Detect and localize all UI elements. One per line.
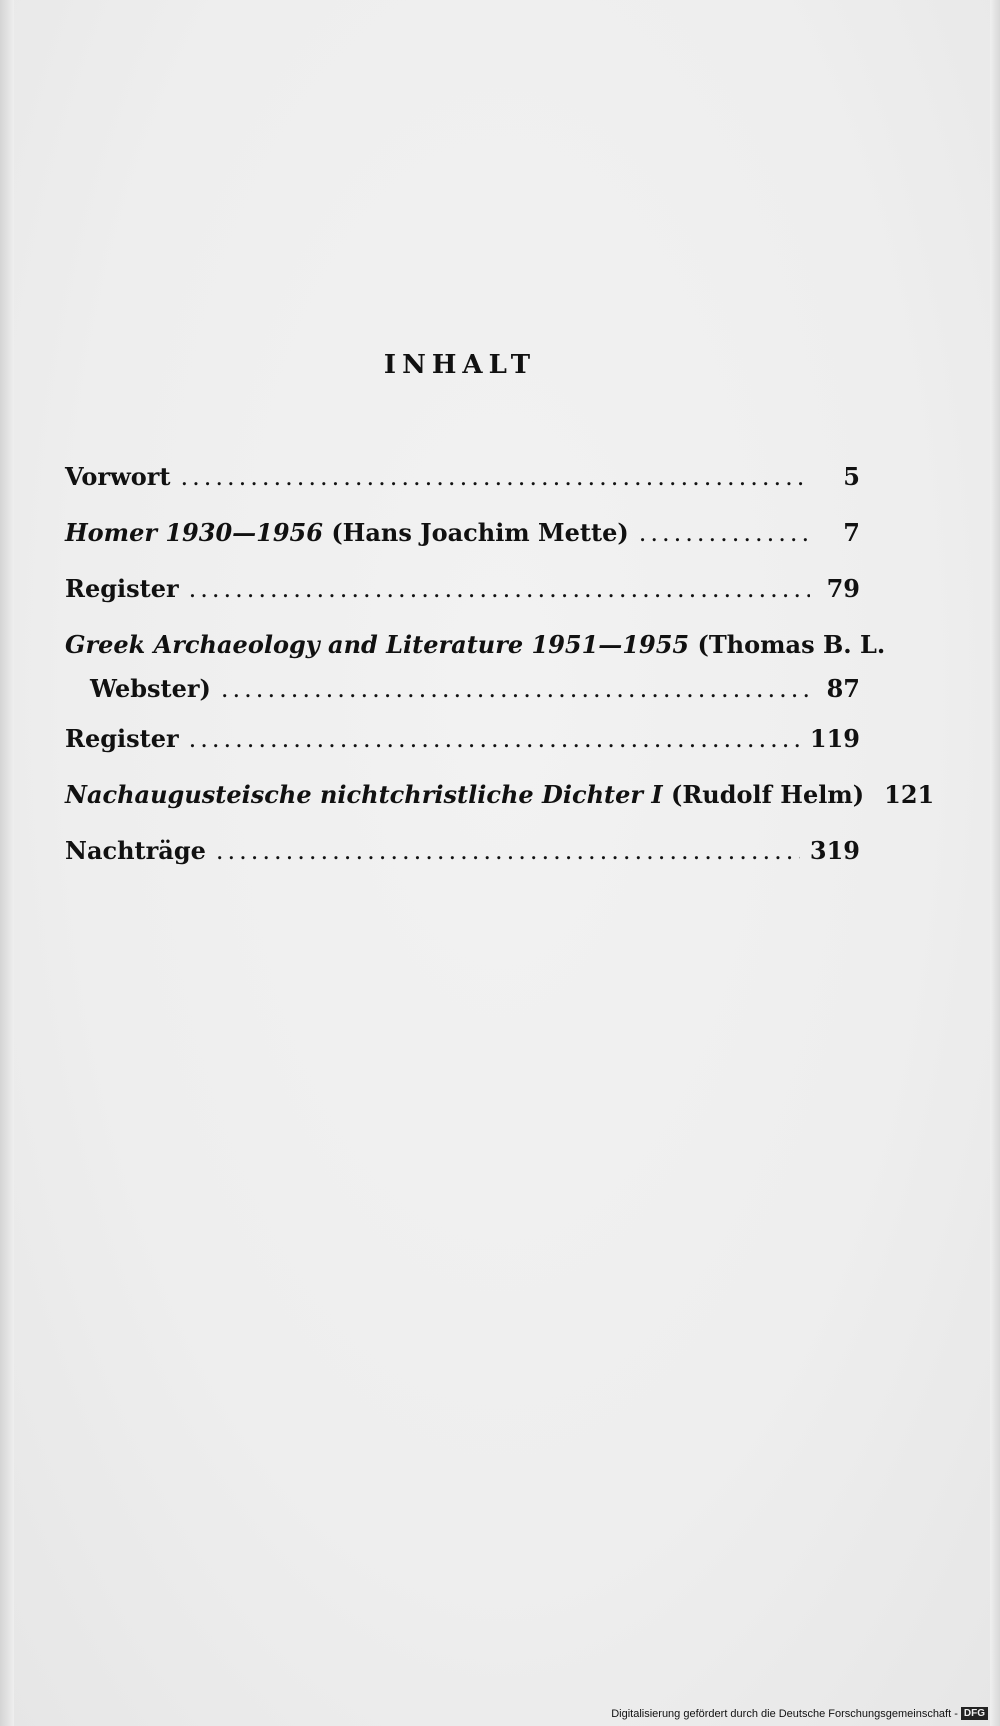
toc-page-number: 7: [843, 518, 860, 547]
toc-label: Register: [65, 574, 179, 603]
toc-entry-vorwort: [65, 462, 860, 518]
toc-author: (Hans Joachim Mette): [331, 518, 629, 547]
leader-dots: [189, 575, 810, 603]
leader-dots: [180, 463, 810, 491]
page-edge-left: [0, 0, 14, 1726]
leader-dots: [216, 837, 800, 865]
toc-page-number: 119: [809, 724, 860, 753]
toc-label: Nachträge: [65, 836, 206, 865]
toc-title: Nachaugusteische nichtchristliche Dichter I: [65, 780, 663, 809]
toc-label: Vorwort: [65, 462, 171, 491]
toc-label: [65, 630, 886, 670]
page-edge-right: [990, 0, 1000, 1726]
table-of-contents: [65, 462, 935, 892]
leader-dots: [221, 675, 810, 703]
toc-label: [65, 518, 629, 547]
dfg-logo: DFG: [961, 1707, 988, 1720]
leader-dots: [189, 725, 800, 753]
toc-page-number: 5: [843, 462, 860, 491]
toc-entry-register-1: [65, 574, 860, 630]
toc-page-number: 319: [809, 836, 860, 865]
toc-author: (Rudolf Helm): [670, 780, 865, 809]
footer-text: Digitalisierung gefördert durch die Deutsche Forschungsgemeinschaft -: [611, 1707, 958, 1720]
toc-title: Homer 1930—1956: [65, 518, 323, 547]
digitization-footer: [611, 1707, 988, 1720]
toc-entry-register-2: [65, 724, 860, 780]
toc-label: Register: [65, 724, 179, 753]
toc-entry-nachtraege: [65, 836, 860, 892]
toc-title: Greek Archaeology and Literature 1951—1955: [65, 630, 690, 659]
toc-author-start: (Thomas B. L.: [697, 630, 886, 659]
toc-author-end: Webster): [90, 674, 211, 703]
page-title: INHALT: [383, 350, 537, 380]
toc-page-number: 87: [826, 674, 860, 703]
toc-entry-nachaugusteische: [65, 780, 935, 836]
toc-label: [65, 780, 864, 809]
toc-page-number: 79: [826, 574, 860, 603]
toc-continuation: [65, 674, 860, 724]
toc-page-number: 121: [884, 780, 935, 809]
leader-dots: [639, 519, 810, 547]
toc-entry-greek-archaeology: [65, 630, 886, 724]
toc-entry-homer: [65, 518, 860, 574]
